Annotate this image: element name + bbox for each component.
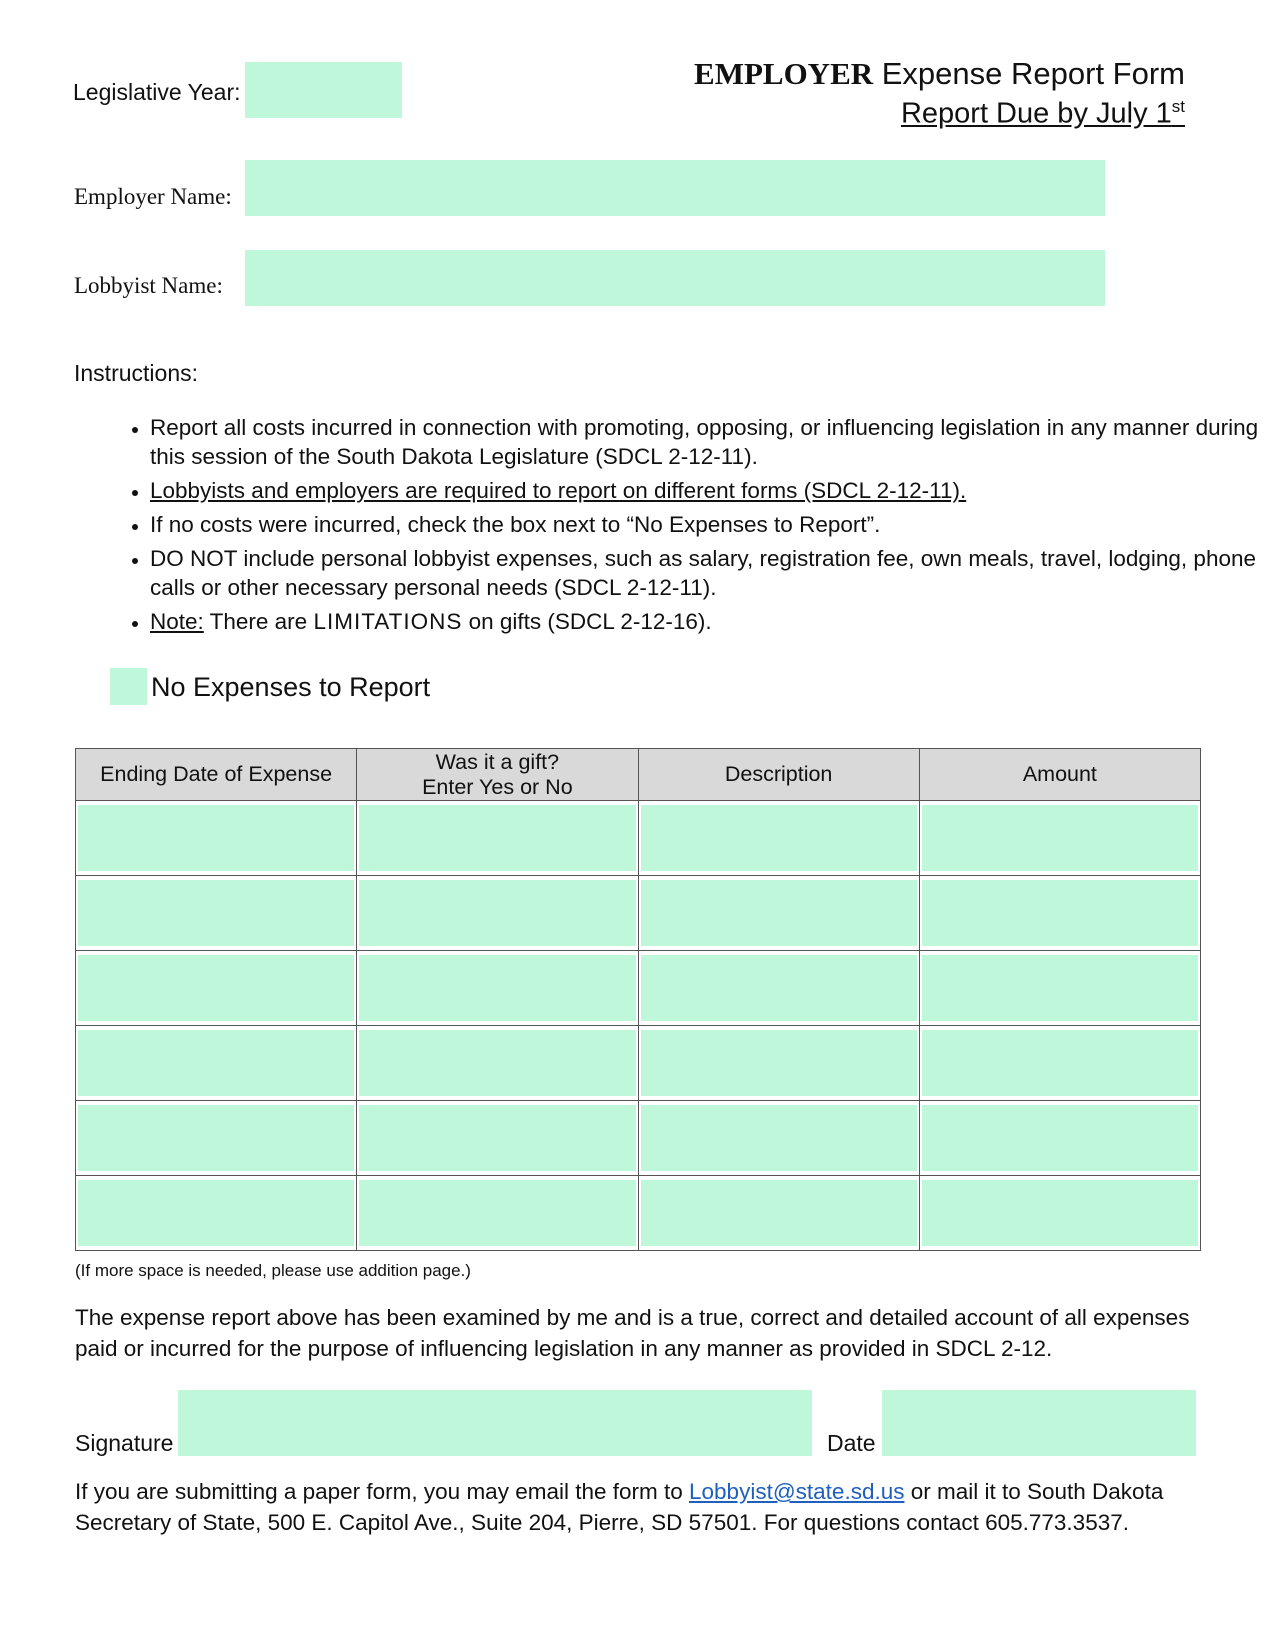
instruction-item: • Report all costs incurred in connection with promoting, opposing, or influencing legislation in any manner during this session of the South Dakota Legislature (SDCL 2-12-11). <box>150 413 1270 471</box>
date-cell <box>76 1176 357 1251</box>
date-input[interactable] <box>78 1030 354 1096</box>
table-row <box>76 951 1201 1026</box>
table-header-row <box>76 749 1201 801</box>
amount-input[interactable] <box>922 955 1198 1021</box>
amount-cell <box>919 1176 1200 1251</box>
employer-name-label <box>74 183 232 210</box>
description-cell <box>638 1176 919 1251</box>
attestation-text: The expense report above has been examined by me and is a true, correct and detailed account of all expenses paid or incurred for the purpose of influencing legislation in any manner as provided in SDCL 2-12. <box>75 1305 1190 1361</box>
legislative-year-label: Legislative Year: <box>73 79 241 105</box>
legislative-year-field[interactable] <box>245 62 402 118</box>
note-text-pre: There are <box>203 609 314 634</box>
header-gift <box>357 749 638 801</box>
date-cell <box>76 1101 357 1176</box>
note-text-post: on gifts (SDCL 2-12-16). <box>462 609 712 634</box>
amount-cell <box>919 951 1200 1026</box>
lobbyist-name-label <box>74 272 223 299</box>
table-row <box>76 1176 1201 1251</box>
gift-cell <box>357 801 638 876</box>
due-date-ordinal: st <box>1171 97 1185 116</box>
amount-cell <box>919 1026 1200 1101</box>
header-gift-line2: Enter Yes or No <box>422 774 573 799</box>
instruction-item-note <box>150 607 1270 636</box>
date-cell <box>76 876 357 951</box>
instruction-item: • If no costs were incurred, check the box next to “No Expenses to Report”. <box>150 510 1270 539</box>
header-ending-date: Ending Date of Expense <box>76 749 357 801</box>
date-field[interactable] <box>882 1390 1196 1456</box>
note-limitations: LIMITATIONS <box>313 609 463 634</box>
table-row <box>76 1026 1201 1101</box>
submission-footer <box>75 1476 1215 1538</box>
no-expenses-label: No Expenses to Report <box>151 672 431 702</box>
instruction-item: • Lobbyists and employers are required to report on different forms (SDCL 2-12-11). <box>150 476 1270 505</box>
date-label: Date <box>827 1430 876 1456</box>
amount-input[interactable] <box>922 880 1198 946</box>
description-input[interactable] <box>641 880 917 946</box>
date-cell <box>76 1026 357 1101</box>
description-input[interactable] <box>641 805 917 871</box>
due-date-text: Report Due by July 1 <box>900 97 1172 130</box>
date-input[interactable] <box>78 1105 354 1171</box>
no-expenses-checkbox[interactable] <box>110 668 147 705</box>
expense-table <box>75 748 1201 1251</box>
gift-input[interactable] <box>359 1180 635 1246</box>
table-row <box>76 876 1201 951</box>
date-input[interactable] <box>78 880 354 946</box>
gift-input[interactable] <box>359 805 635 871</box>
date-cell <box>76 951 357 1026</box>
description-input[interactable] <box>641 1180 917 1246</box>
signature-field[interactable] <box>178 1390 812 1456</box>
description-cell <box>638 951 919 1026</box>
description-cell <box>638 1101 919 1176</box>
date-input[interactable] <box>78 955 354 1021</box>
date-input[interactable] <box>78 1180 354 1246</box>
amount-cell <box>919 876 1200 951</box>
amount-input[interactable] <box>922 805 1198 871</box>
gift-cell <box>357 951 638 1026</box>
form-title-employer: EMPLOYER <box>694 56 874 91</box>
amount-cell <box>919 1101 1200 1176</box>
description-cell <box>638 801 919 876</box>
amount-input[interactable] <box>922 1180 1198 1246</box>
amount-input[interactable] <box>922 1105 1198 1171</box>
instructions-title: Instructions: <box>74 360 198 386</box>
email-link[interactable]: Lobbyist@state.sd.us <box>689 1479 905 1504</box>
description-cell <box>638 1026 919 1101</box>
footer-text-post: or mail it to South Dakota Secretary of State, 500 E. Capitol Ave., Suite 204, Pierre, SD 57501. For questions contact 605.773.3537. <box>75 1479 1164 1535</box>
header-gift-line1: Was it a gift? <box>435 749 560 774</box>
gift-input[interactable] <box>359 1030 635 1096</box>
description-input[interactable] <box>641 1030 917 1096</box>
signature-label: Signature <box>75 1430 174 1456</box>
date-input[interactable] <box>78 805 354 871</box>
gift-input[interactable] <box>359 880 635 946</box>
instruction-item: • DO NOT include personal lobbyist expenses, such as salary, registration fee, own meals, travel, lodging, phone calls or other necessary personal needs (SDCL 2-12-11). <box>150 544 1270 602</box>
gift-cell <box>357 876 638 951</box>
header-description: Description <box>638 749 919 801</box>
table-note: (If more space is needed, please use addition page.) <box>75 1261 471 1280</box>
description-cell <box>638 876 919 951</box>
form-title <box>694 56 1185 92</box>
note-label: Note: <box>150 609 204 634</box>
gift-cell <box>357 1101 638 1176</box>
amount-input[interactable] <box>922 1030 1198 1096</box>
employer-name-field[interactable] <box>245 160 1105 216</box>
table-row <box>76 1101 1201 1176</box>
due-date-subtitle <box>901 97 1185 131</box>
date-cell <box>76 801 357 876</box>
footer-text-pre: If you are submitting a paper form, you may email the form to <box>75 1479 690 1504</box>
header-amount: Amount <box>919 749 1200 801</box>
lobbyist-name-label-text: Lobbyist Name: <box>74 273 223 298</box>
description-input[interactable] <box>641 1105 917 1171</box>
employer-name-label-text: Employer Name: <box>74 184 232 209</box>
description-input[interactable] <box>641 955 917 1021</box>
gift-input[interactable] <box>359 1105 635 1171</box>
instructions-list <box>74 413 1270 641</box>
table-row <box>76 801 1201 876</box>
gift-cell <box>357 1176 638 1251</box>
gift-input[interactable] <box>359 955 635 1021</box>
amount-cell <box>919 801 1200 876</box>
form-title-rest: Expense Report Form <box>873 56 1185 91</box>
gift-cell <box>357 1026 638 1101</box>
lobbyist-name-field[interactable] <box>245 250 1105 306</box>
